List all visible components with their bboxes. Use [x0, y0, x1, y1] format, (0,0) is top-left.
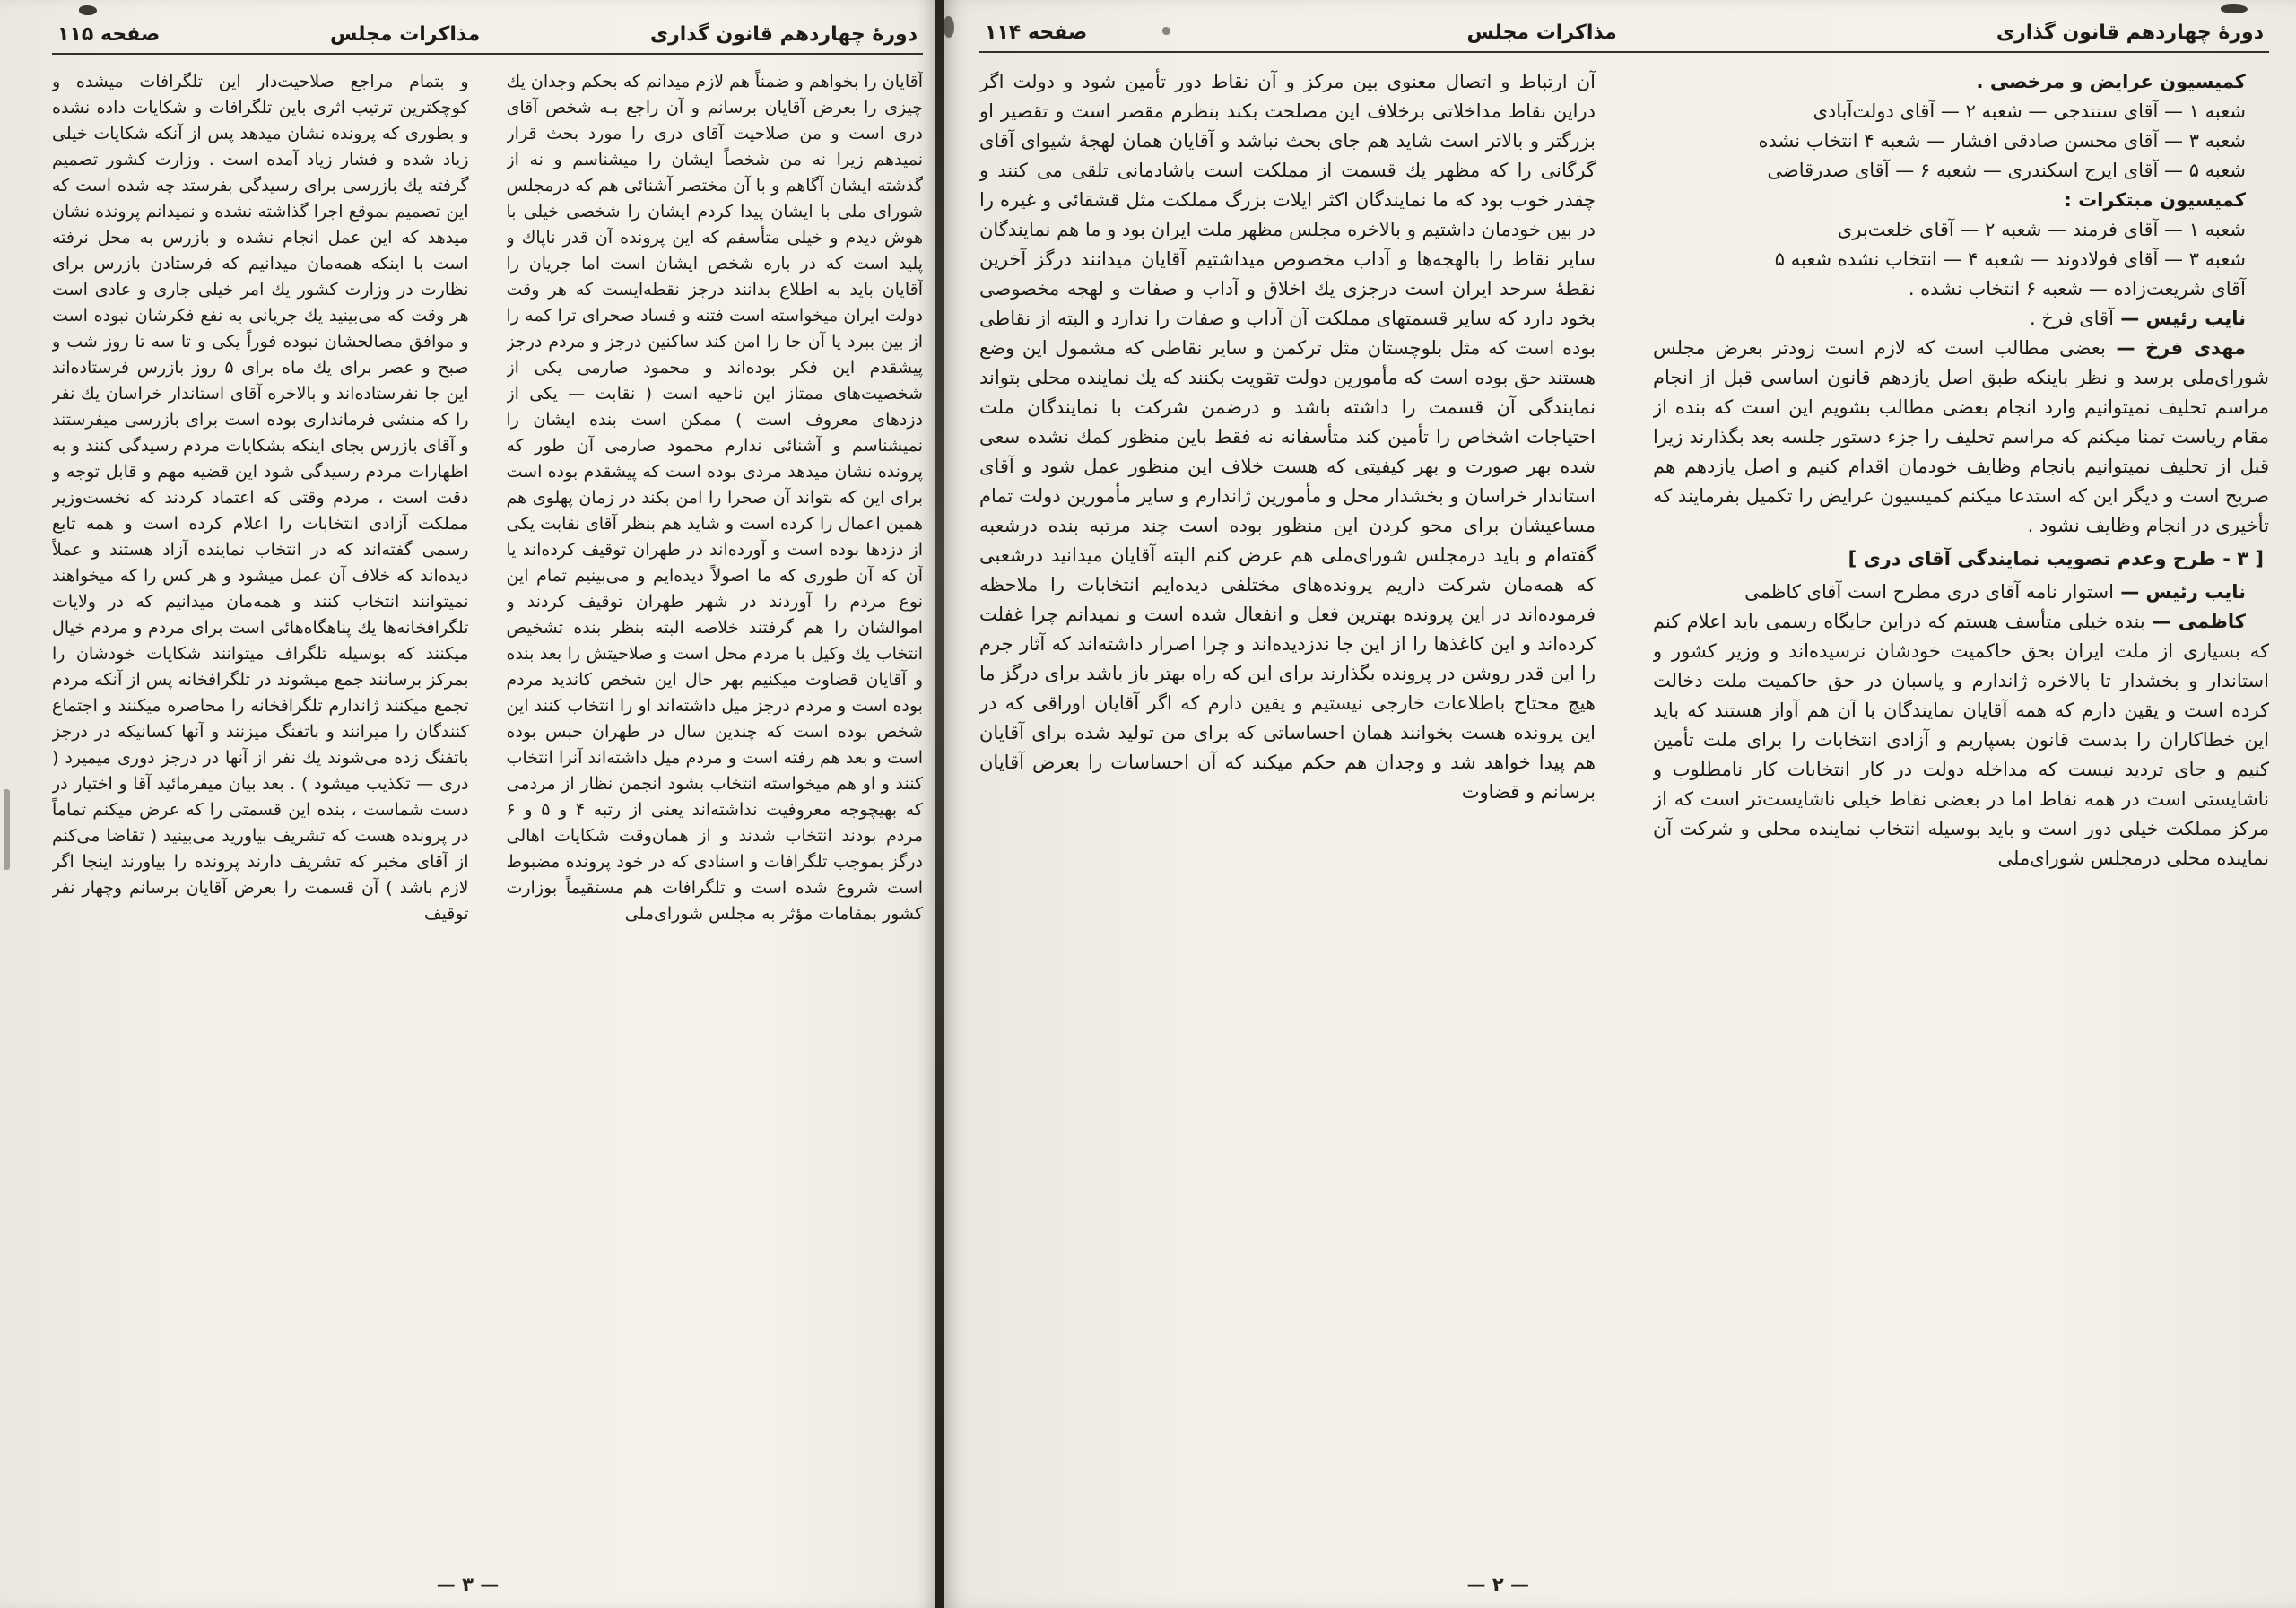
paragraph: نایب رئیس — آقای فرخ . [2030, 308, 2246, 329]
speaker-name: مهدی فرخ — [2105, 337, 2247, 359]
header-page-label: صفحه ۱۱۵ [57, 23, 161, 46]
header-session-label: دورهٔ چهاردهم قانون گذاری [1996, 22, 2264, 44]
paragraph: آقای شریعت‌زاده — شعبه ۶ انتخاب نشده . [1908, 278, 2246, 300]
page-number-footer: — ۳ — [436, 1574, 500, 1595]
header-session-label: دورهٔ چهاردهم قانون گذاری [649, 23, 918, 46]
paragraph: شعبه ۵ — آقای ایرج اسکندری — شعبه ۶ — آقای صدرقاضی [1767, 160, 2246, 181]
paragraph: نایب رئیس — استوار نامه آقای دری مطرح است آقای کاظمی [1744, 581, 2246, 603]
section-heading: [ ۳ - طرح وعدم تصویب نمایندگی آقای دری ] [1848, 548, 2264, 569]
text-column [52, 69, 469, 1513]
speaker-name: کاظمی — [2144, 611, 2247, 632]
text-column [1653, 67, 2269, 1511]
scan-speck [2221, 4, 2248, 13]
paragraph: کمیسیون مبتکرات : [2064, 189, 2246, 211]
paragraph: شعبه ۱ — آقای سنندجی — شعبه ۲ — آقای دولت‌آبادی [1813, 100, 2246, 122]
scan-speck [79, 5, 97, 15]
header-journal-title: مذاکرات مجلس [1466, 22, 1617, 44]
page-header [979, 22, 2269, 53]
scan-speck [4, 789, 10, 870]
page-number-footer: — ۲ — [1466, 1574, 1529, 1595]
scan-speck [944, 16, 954, 38]
speaker-name: نایب رئیس — [2113, 308, 2246, 329]
header-journal-title: مذاکرات مجلس [329, 23, 481, 46]
text-columns [52, 69, 923, 1513]
paragraph: شعبه ۳ — آقای فولادوند — شعبه ۴ — انتخاب نشده شعبه ۵ [1774, 248, 2246, 270]
paragraph: کاظمی — بنده خیلی متأسف هستم که دراین جایگاه رسمی باید اعلام کنم که بسیاری از ملت ایران بحق حاکمیت خودشان نرسیده‌اند و وزیر کشور و استاندار و بخشدار تا بالاخره ژاندارم و پاسبان در حق حاکمیت ملت دخالت کرده است و یقین دارم که همه آقایان نمایندگان با آن هم آواز هستند که باید این خطاکاران را بدست قانون بسپاریم و آزادی انتخابات را برای ملت تأمین کنیم و جای تردید نیست که مداخله دولت در کار انتخابات کار نامطلوب و ناشایستی است در همه نقاط اما در بعضی نقاط خیلی ناشایست‌تر است که از مرکز مملکت خیلی دور است و باید بوسیله انتخاب نماینده محلی و شرکت آن نماینده محلی درمجلس شورای‌ملی [1653, 611, 2269, 869]
paragraph: مهدی فرخ — بعضی مطالب است که لازم است زودتر بعرض مجلس شورای‌ملی برسد و نظر باینکه طبق اصل یازدهم قانون اساسی قبل از انجام مراسم تحلیف نمیتوانیم وارد انجام بعضی مطالب بشویم این است که بنده از مقام ریاست تمنا میکنم که مراسم تحلیف را جزء دستور جلسه بعد بگذارند زیرا قبل از تحلیف نمیتوانیم بانجام وظایف خودمان اقدام کنیم و اصل یازدهم هم صریح است و دیگر این که استدعا میکنم کمیسیون عرایض را تکمیل بفرمایند که تأخیری در انجام وظایف نشود . [1653, 337, 2269, 536]
gutter-shadow [935, 0, 944, 1608]
header-page-label: صفحه ۱۱۴ [985, 22, 1088, 44]
paragraph: کمیسیون عرایض و مرخصی . [1976, 71, 2246, 92]
page-115 [0, 0, 935, 1608]
text-column [979, 67, 1596, 1511]
paragraph: شعبه ۱ — آقای فرمند — شعبه ۲ — آقای خلعت‌بری [1837, 219, 2246, 240]
scan-speck [1162, 27, 1170, 35]
paragraph: آقایان را بخواهم و ضمناً هم لازم میدانم که بحکم وجدان یك چیزی را بعرض آقایان برسانم و آن راجع بـه شخص آقای دری است و من صلاحیت آقای دری را مورد بحث قرار نمیدهم زیرا نه من شخصاً ایشان را میشناسم و نه از گذشته ایشان آگاهم و با آن مختصر آشنائی هم که درمجلس شورای ملی با ایشان پیدا کردم ایشان را شخصی خیلی با هوش دیدم و خیلی متأسفم که این پرونده آن قدر ناپاك و پلید است که در باره شخص ایشان است اما جریان را آقایان باید به اطلاع بدانند درجز نقطه‌ایست که هر وقت دولت ایران میخواسته است فتنه و فساد صحرای ترا کمه را از بین ببرد یا آن جا را امن کند ساکنین درجز و مردم درجز پیشقدم این فکر بوده‌اند و محمود صارمی یکی از شخصیت‌های ممتاز این ناحیه است ( نقابت — یکی از دزدهای معروف است ) ممکن است بنده ایشان را نمیشناسم و آشنائی ندارم محمود صارمی آن طور که پرونده نشان میدهد مردی بوده است که پیشقدم بوده است برای این که بتواند آن صحرا را امن بکند در زمان پهلوی هم همین اعمال را کرده است و شاید هم بنظر آقای نقابت یکی از دزدها بوده است و آورده‌اند در طهران توقیف کرده‌اند یا آن که آن طوری که ما اصولاً دیده‌ایم و می‌بینیم تمام این نوع مردم را آوردند در شهر طهران توقیف کردند و اموالشان را هم گرفتند خلاصه البته بنظر بنده تشخیص انتخاب یك وکیل با مردم محل است و صلاحیتش را بعد بنده و آقایان قضاوت میکنیم بهر حال این شخص کاندید مردم بوده است و مردم درجز میل داشته‌اند او را انتخاب کنند این شخص بوده است که چندین سال در طهران حبس بوده است و بعد هم رفته است و مردم میل داشته‌اند آنرا انتخاب کنند و او هم میخواسته انتخاب بشود انجمن نظار از مردمی که بهیچوجه معروفیت نداشته‌اند یعنی از رتبه ۴ و ۵ و ۶ مردم بودند انتخاب شدند و از همان‌وقت شکایات اهالی درگز بموجب تلگرافات و اسنادی که در خود پرونده مضبوط است شروع شده است و تلگرافات هم مستقیماً بوزارت کشور بمقامات مؤثر به مجلس شورای‌ملی [506, 72, 923, 924]
page-114 [944, 0, 2296, 1608]
paragraph: شعبه ۳ — آقای محسن صادقی افشار — شعبه ۴ انتخاب نشده [1758, 130, 2246, 152]
paragraph: آن ارتباط و اتصال معنوی بین مرکز و آن نقاط دور تأمین شود و دولت اگر دراین نقاط مداخلاتی برخلاف این مصلحت بکند بنظرم مقصر است و تقصیر او بزرگتر و بالاتر است شاید هم جای بحث نباشد و آقایان همان لهجهٔ شیوای آقای گرگانی را که مظهر یك قسمت از مملکت است باشادمانی تلقی می کنند و چقدر خوب بود که ما نمایندگان اکثر ایلات بزرگ مملکت مثل قشقائی و غیره را در بین خودمان داشتیم و بالاخره مجلس مظهر ملت ایران بود و ما هم نمایندگان سایر نقاط را بالهجه‌ها و آداب مخصوص میداشتیم آقایان میدانند درگز آخرین نقطهٔ سرحد ایران است درجزی یك اخلاق و آداب و صفات و لهجه مخصوصی بخود دارد که سایر قسمتهای مملکت آن آداب و صفات را ندارد و البته از نقاطی بوده است که مثل بلوچستان مثل ترکمن و سایر نقاطی که مشمول این وضع هستند حق بوده است که مأمورین دولت تقویت بکنند که یك نماینده محلی بتواند نمایندگی آن قسمت را داشته باشد و درضمن شرکت با نمایندگان ملت احتیاجات اشخاص را تأمین کند متأسفانه نه فقط باین منظور کمك نشده سعی شده بهر صورت و بهر کیفیتی که هست خلاف این منظور عمل شود و آقای استاندار خراسان و بخشدار محل و مأمورین ژاندارم و سایر مأمورین دولت تمام مساعیشان برای محو کردن این منظور بوده است چند مرتبه بنده درشعبه گفته‌ام و باید درمجلس شورای‌ملی هم عرض کنم البته آقایان میدانید درشعبی که همه‌مان شرکت داریم پرونده‌های مختلفی دیده‌ایم انتخابات را ملاحظه فرموده‌اند در این پرونده بهترین فعل و انفعال شده است و نمیدانم چرا غفلت کرده‌اند و این کاغذها را از این جا ندزدیده‌اند و چرا اصرار داشته‌اند که آثار جرم را این قدر روشن در پرونده بگذارند برای این که راه بهتر باز باشد برای درگز ما هیچ محتاج باطلاعات خارجی نیستیم و یقین دارم که اگر آقایان اوراقی که در این پرونده هست بخوانند همان احساساتی که برای من تولید شده برای آقایان هم پیدا خواهد شد و وجدان هم حکم میکند که آن احساسات را بعرض آقایان برسانم و قضاوت [979, 71, 1596, 803]
text-columns [979, 67, 2269, 1511]
text-column [507, 69, 924, 1513]
page-header [52, 23, 923, 55]
speaker-name: نایب رئیس — [2113, 581, 2246, 603]
paragraph: و بتمام مراجع صلاحیت‌دار این تلگرافات میشده و کوچکترین ترتیب اثری باین تلگرافات و شکایات داده نشده و بطوری که پرونده نشان میدهد پس از آنکه شکایات خیلی زیاد شده و فشار زیاد آمده است . وزارت کشور تصمیم گرفته یك بازرسی برای رسیدگی بفرستد چه شده است که این تصمیم بموقع اجرا گذاشته نشده و نمیدانم پرونده نشان میدهد که این عمل انجام نشده و بازرس به محل نرفته است با اینکه همه‌مان میدانیم که فرستادن بازرس برای نظارت در وزارت کشور یك امر خیلی جاری و عادی است هر وقت که می‌بینید یك جریانی به نفع فکرشان نبوده است و موافق مصالحشان نبوده فوراً یکی و تا سه تا روز شب و صبح و عصر برای یك ماه برای ۵ روز بازرس فرستاده‌اند این جا نفرستاده‌اند و بالاخره آقای استاندار خراسان یك نفر را که منشی فرمانداری بوده است برای بازرسی میفرستند و آقای بازرس بجای اینکه بشکایات مردم رسیدگی کنند و به اظهارات مردم رسیدگی شود این قضیه مهم و قابل توجه و دقت است ، مردم وقتی که اعتماد کردند که نخست‌وزیر مملکت آزادی انتخابات را اعلام کرده است و همه تابع رسمی گفته‌اند که در انتخاب نماینده آزاد هستند و عملاً دیده‌اند که خلاف آن عمل میشود و هر کس را که میخواهند نمیتوانند انتخاب کنند و همه‌مان میدانیم که در ولایات تلگرافخانه‌ها یك پناهگاه‌هائی است برای مردم و مردم خیال میکنند که بوسیله تلگراف میتوانند شکایات خودشان را بمرکز برسانند جمع میشوند در تلگرافخانه پس از آنکه مردم تجمع میکنند ژاندارم تلگرافخانه را محاصره میکنند و اجتماع کنندگان را میرانند و باتفنگ میزنند و آنها کسانیکه در درجز باتفنگ زده می‌شوند یك نفر از آنها در درجز دوری میمیرد ( دری — تکذیب میشود ) . بعد بیان میفرمائید آقا و اختیار در دست شماست ، بنده این قسمتی را که عرض میکنم تماماً در پرونده هست که تشریف بیاورید می‌بینید ( تقاضا می‌کنم از آقای مخبر که تشریف دارند پرونده را بیاورند اینجا اگر لازم باشد ) آن قسمت را بعرض آقایان برسانم وچهار نفر توقیف [52, 72, 469, 924]
